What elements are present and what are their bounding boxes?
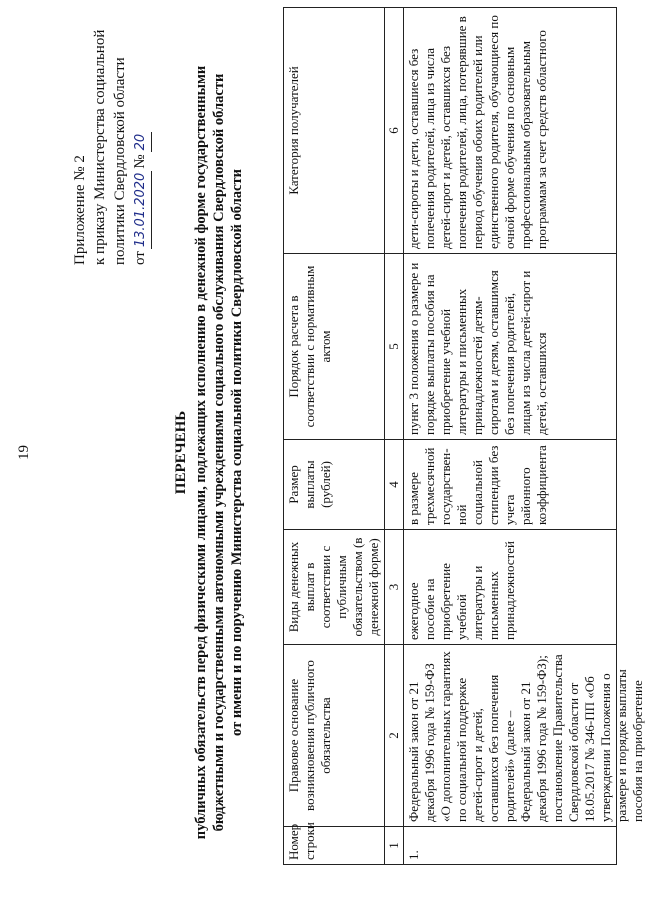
payment-type-cell xyxy=(404,530,617,645)
page-number: 19 xyxy=(16,445,32,460)
column-number: 4 xyxy=(385,440,404,530)
header-payment-type: Виды денежных выплат в соответствии с публичным обязательством (в денежной форме) xyxy=(284,530,385,645)
column-number: 1 xyxy=(385,827,404,865)
legal-basis-text: Федеральный закон от 21 декабря 1996 года № 159-ФЗ «О дополнительных гарантиях по социальной поддержке детей-сирот и детей, оставшихся без попечения родителей» (далее – Федеральный закон от 21 декабря 1996 года № 159-ФЗ); постановление Правительства Свердловской области от 18.05.2017 № 346-ПП «Об утверждении Положения о размере и порядке выплаты пособия на приобретение xyxy=(406,651,645,822)
document-title: ПЕРЕЧЕНЬ xyxy=(173,410,189,495)
appendix-ministry-line: политики Свердловской области xyxy=(112,57,128,265)
header-row-number: Номер строки xyxy=(284,827,385,865)
column-number: 6 xyxy=(385,8,404,254)
heading-line-2: бюджетными и государственными автономными учреждениями социального обслуживания Свердловской области xyxy=(211,73,227,832)
handwritten-number: 20 xyxy=(131,132,152,153)
appendix-block xyxy=(70,5,152,265)
amount-cell xyxy=(404,440,617,530)
appendix-date-line xyxy=(130,5,152,265)
amount-text: в размере трехмесячной государствен-ной социальной стипендии без учета районного коэффициента xyxy=(406,445,549,525)
column-number-row xyxy=(385,8,404,865)
header-legal-basis: Правовое основание возникновения публичного обязательства xyxy=(284,645,385,827)
appendix-title: Приложение № 2 xyxy=(72,155,88,265)
heading-line-1: публичных обязательств перед физическими лицами, подлежащих исполнению в денежной форме государственными xyxy=(193,65,209,840)
header-amount: Размер выплаты (рублей) xyxy=(284,440,385,530)
legal-basis-cell xyxy=(404,645,645,827)
number-prefix: № xyxy=(132,154,148,169)
handwritten-date: 13.01.2020 xyxy=(131,171,152,249)
appendix-order-line: к приказу Министерства социальной xyxy=(92,29,108,265)
date-prefix: от xyxy=(132,251,148,265)
header-calculation: Порядок расчета в соответствии с нормативным актом xyxy=(284,254,385,440)
document-heading xyxy=(172,30,246,875)
calculation-cell xyxy=(404,254,617,440)
obligations-table xyxy=(283,7,645,865)
table-row xyxy=(404,8,617,865)
header-recipients: Категория получателей xyxy=(284,8,385,254)
row-number: 1. xyxy=(404,827,617,865)
column-number: 5 xyxy=(385,254,404,440)
column-number: 3 xyxy=(385,530,404,645)
column-number: 2 xyxy=(385,645,404,827)
recipients-cell xyxy=(404,8,617,254)
payment-type-text: ежегодное пособие на приобретение учебной литературы и письменных принадлежностей xyxy=(406,541,517,640)
heading-line-3: от имени и по поручению Министерства социальной политики Свердловской области xyxy=(229,169,245,736)
recipients-text: дети-сироты и дети, оставшиеся без попечения родителей, лица из числа детей-сирот и детей, оставшихся без попечения родителей, лица, потерявшие в период обучения обоих родителей или единственного родителя, обучающиеся по очной форме обучения по основным профессиональным образовательным программам за счет средств областного xyxy=(406,15,549,249)
calculation-text: пункт 3 положения о размере и порядке выплаты пособия на приобретение учебной литературы и письменных принадлежностей детям-сиротам и детям, оставшимся без попечения родителей, лицам из числа детей-сирот и детей, оставшихся xyxy=(406,262,549,435)
table-header-row xyxy=(284,8,385,865)
